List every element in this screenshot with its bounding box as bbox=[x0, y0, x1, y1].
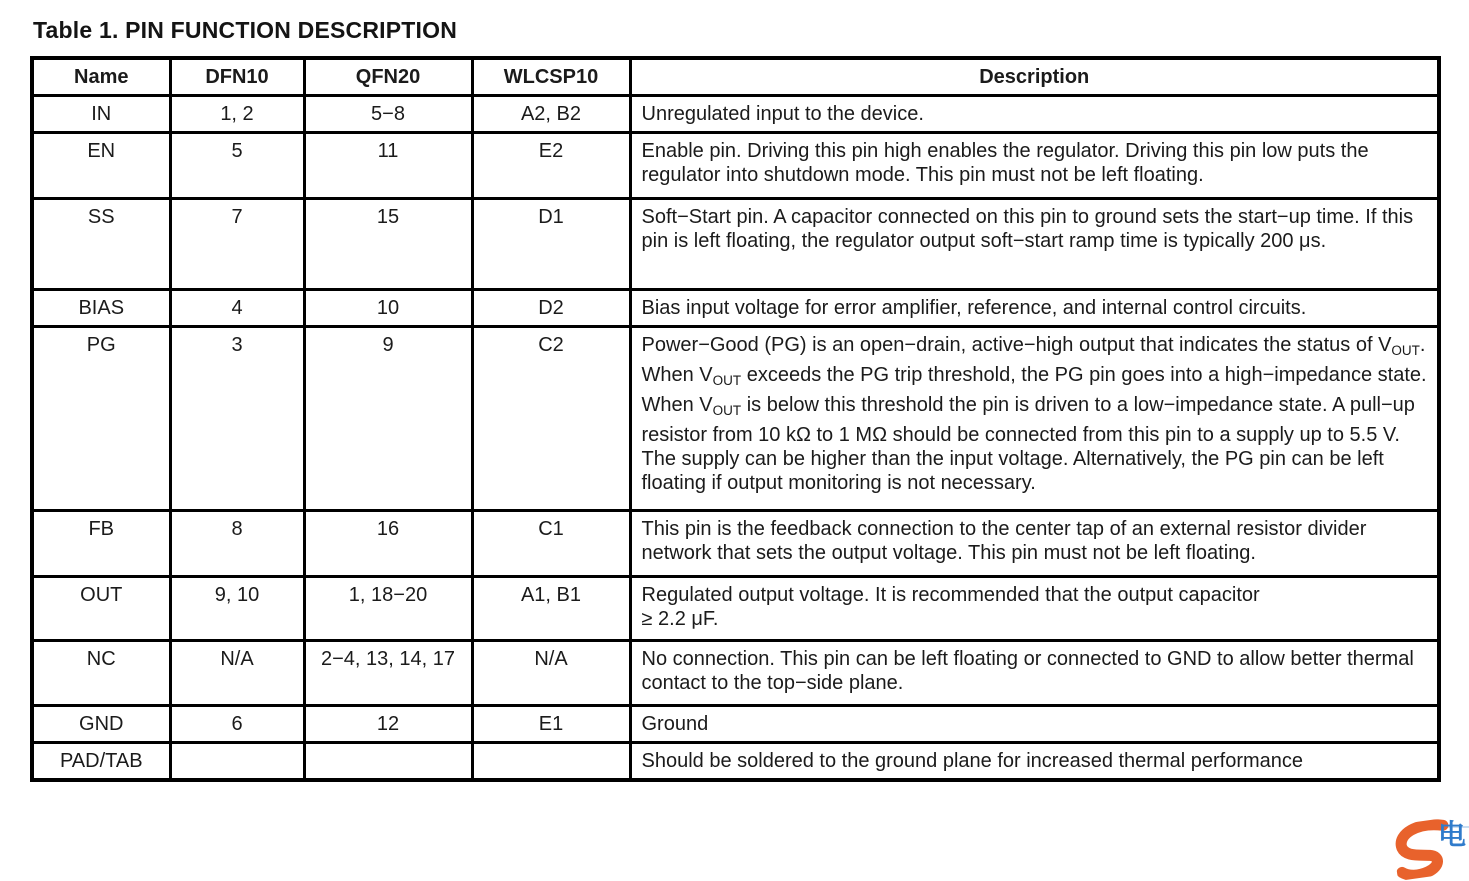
cell-dfn10: 4 bbox=[170, 290, 304, 327]
table-title: Table 1. PIN FUNCTION DESCRIPTION bbox=[33, 17, 458, 43]
cell-qfn20: 16 bbox=[304, 511, 472, 577]
watermark-dian-character: 电 bbox=[1438, 819, 1467, 850]
table-row-nc bbox=[32, 641, 1439, 706]
text-segment: ≥ 2.2 μF. bbox=[641, 608, 719, 630]
cell-dfn10: 7 bbox=[170, 199, 304, 290]
watermark-logo bbox=[1392, 818, 1469, 858]
cell-name: PAD/TAB bbox=[32, 743, 170, 781]
cell-dfn10: 3 bbox=[170, 327, 304, 511]
cell-name: BIAS bbox=[32, 290, 170, 327]
pin-function-table bbox=[30, 56, 1441, 782]
cell-name: GND bbox=[32, 706, 170, 743]
cell-qfn20: 12 bbox=[304, 706, 472, 743]
cell-wlcsp10: A2, B2 bbox=[472, 96, 630, 133]
table-row-bias bbox=[32, 290, 1439, 327]
subscript-text: OUT bbox=[1391, 343, 1420, 358]
cell-qfn20: 9 bbox=[304, 327, 472, 511]
cell-qfn20: 5−8 bbox=[304, 96, 472, 133]
text-segment: is below this threshold the pin is driven to a low−impedance state. A pull−up resistor from 10 kΩ to 1 MΩ should be connected from this pin to a supply up to 5.5 V. The supply can be higher than the input voltage. Alternatively, the PG pin can be left floating if output monitoring is not necessary. bbox=[641, 394, 1415, 494]
cell-description: This pin is the feedback connection to the center tap of an external resistor divider network that sets the output voltage. This pin must not be left floating. bbox=[630, 511, 1439, 577]
cell-description: No connection. This pin can be left floating or connected to GND to allow better thermal contact to the top−side plane. bbox=[630, 641, 1439, 706]
document-page bbox=[30, 16, 1441, 782]
cell-name: NC bbox=[32, 641, 170, 706]
column-header-dfn10: DFN10 bbox=[170, 58, 304, 96]
cell-description: Unregulated input to the device. bbox=[630, 96, 1439, 133]
cell-wlcsp10: N/A bbox=[472, 641, 630, 706]
cell-wlcsp10: E2 bbox=[472, 133, 630, 199]
cell-qfn20 bbox=[304, 743, 472, 781]
cell-wlcsp10 bbox=[472, 743, 630, 781]
cell-description: Enable pin. Driving this pin high enables the regulator. Driving this pin low puts the regulator into shutdown mode. This pin must not be left floating. bbox=[630, 133, 1439, 199]
subscript-text: OUT bbox=[712, 403, 742, 418]
text-segment: Power−Good (PG) is an open−drain, active−high output that indicates the status of V bbox=[641, 334, 1392, 356]
text-segment: exceeds the PG trip threshold, the PG pin goes into a high−impedance state. When V bbox=[641, 364, 1427, 416]
cell-description: Soft−Start pin. A capacitor connected on this pin to ground sets the start−up time. If this pin is left floating, the regulator output soft−start ramp time is typically 200 μs. bbox=[630, 199, 1439, 290]
subscript-text: OUT bbox=[712, 373, 742, 388]
cell-dfn10: 5 bbox=[170, 133, 304, 199]
cell-qfn20: 11 bbox=[304, 133, 472, 199]
cell-wlcsp10: E1 bbox=[472, 706, 630, 743]
cell-name: PG bbox=[32, 327, 170, 511]
cell-dfn10: 9, 10 bbox=[170, 577, 304, 641]
table-row-gnd bbox=[32, 706, 1439, 743]
cell-dfn10: 1, 2 bbox=[170, 96, 304, 133]
cell-description: Ground bbox=[630, 706, 1439, 743]
cell-description: Bias input voltage for error amplifier, reference, and internal control circuits. bbox=[630, 290, 1439, 327]
text-segment: . When V bbox=[641, 334, 1426, 386]
table-body bbox=[32, 96, 1439, 781]
column-header-qfn20: QFN20 bbox=[304, 58, 472, 96]
cell-description bbox=[630, 327, 1439, 511]
cell-dfn10: 6 bbox=[170, 706, 304, 743]
cell-name: FB bbox=[32, 511, 170, 577]
cell-wlcsp10: C2 bbox=[472, 327, 630, 511]
cell-dfn10: N/A bbox=[170, 641, 304, 706]
cell-qfn20: 15 bbox=[304, 199, 472, 290]
cell-wlcsp10: C1 bbox=[472, 511, 630, 577]
table-row-fb bbox=[32, 511, 1439, 577]
cell-qfn20: 10 bbox=[304, 290, 472, 327]
table-row-pg bbox=[32, 327, 1439, 511]
cell-qfn20: 1, 18−20 bbox=[304, 577, 472, 641]
column-header-wlcsp10: WLCSP10 bbox=[472, 58, 630, 96]
table-row-in bbox=[32, 96, 1439, 133]
cell-name: EN bbox=[32, 133, 170, 199]
cell-name: IN bbox=[32, 96, 170, 133]
cell-wlcsp10: D2 bbox=[472, 290, 630, 327]
table-row-pad-tab bbox=[32, 743, 1439, 781]
cell-qfn20: 2−4, 13, 14, 17 bbox=[304, 641, 472, 706]
table-row-out bbox=[32, 577, 1439, 641]
column-header-description: Description bbox=[630, 58, 1439, 96]
cell-dfn10: 8 bbox=[170, 511, 304, 577]
column-header-name: Name bbox=[32, 58, 170, 96]
cell-description: Should be soldered to the ground plane for increased thermal performance bbox=[630, 743, 1439, 781]
cell-dfn10 bbox=[170, 743, 304, 781]
text-segment: Regulated output voltage. It is recommended that the output capacitor bbox=[641, 584, 1260, 606]
cell-description bbox=[630, 577, 1439, 641]
header-row bbox=[32, 58, 1439, 96]
table-row-en bbox=[32, 133, 1439, 199]
table-row-ss bbox=[32, 199, 1439, 290]
cell-wlcsp10: A1, B1 bbox=[472, 577, 630, 641]
cell-name: OUT bbox=[32, 577, 170, 641]
cell-wlcsp10: D1 bbox=[472, 199, 630, 290]
cell-name: SS bbox=[32, 199, 170, 290]
